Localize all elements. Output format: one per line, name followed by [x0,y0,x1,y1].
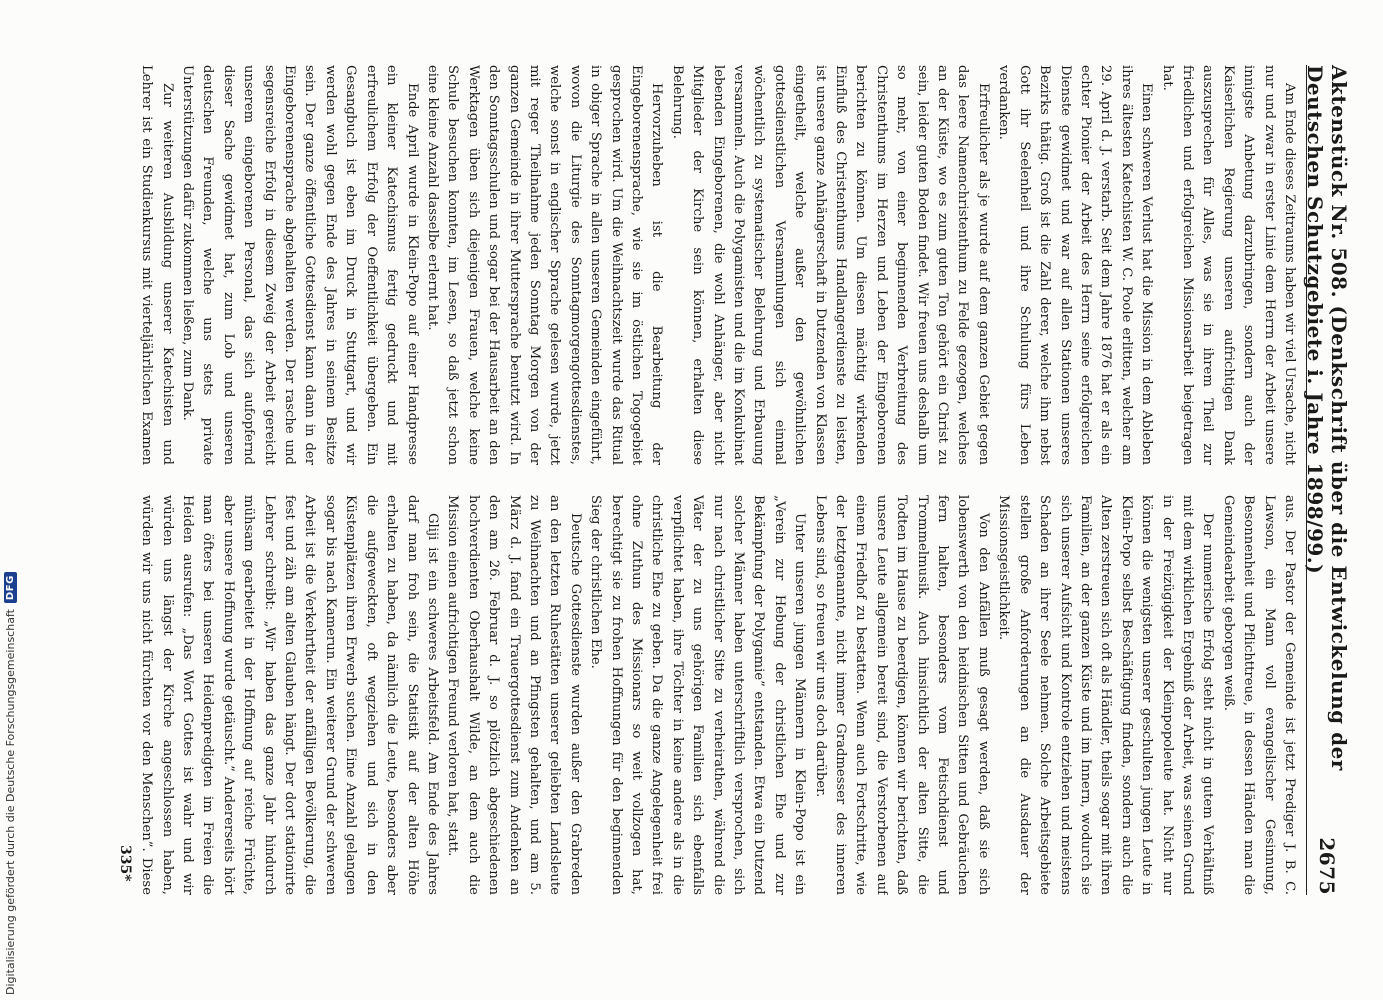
right-text-column [139,495,1299,895]
header-title: Aktenstück Nr. 508. (Denkschrift über die Entwickelung der Deutschen Schutzgebiete i. Jahre 1898/99.) [1303,65,1351,771]
paragraph: Gliji ist ein schweres Arbeitsfeld. Am Ende des Jahres darf man froh sein, die Statistik auf der alten Höhe erhalten zu haben, da nämlich die Leute, besonders aber die aufgeweckten, oft wegziehen und sich in den Küstenplätzen ihren Erwerb suchen. Eine Anzahl gelangen sogar bis nach Kamerun. Ein weiterer Grund der schweren Arbeit ist die Verkehrtheit der anfälligen Bevölkerung, die fest und zäh am alten Glauben hängt. Der dort stationirte Lehrer schreibt: „Wir haben das ganze Jahr hindurch mühsam gearbeitet in der Hoffnung auf reiche Früchte, aber unsere Hoffnung wurde getäuscht.” Andererseits hört man öfters bei unseren Heidenpredigten im Freien die Heiden ausrufen: „Das Wort Gottes ist wahr und wir würden uns längst der Kirche angeschlossen haben, würden wir uns nicht fürchten vor den Menschen”. Diese [139,495,440,895]
paragraph: Einen schweren Verlust hat die Mission in dem Ableben ihres ältesten Katechisten W. C. Poole erlitten, welcher am 29. April d. J. verstarb. Seit dem Jahre 1876 hat er als ein echter Pionier der Arbeit des Herrn seine erfolgreichen Dienste gewidmet und war auf allen Stationen unseres Bezirks thätig. Groß ist die Zahl derer, welche ihm nebst Gott ihr Seelenheil und ihre Schulung fürs Leben verdanken. [996,65,1155,465]
page-number: 2675 [1315,837,1339,895]
paragraph: Am Ende dieses Zeitraums haben wir viel Ursache, nicht nur und zwar in erster Linie dem Herrn der Arbeit unsere innigste Anbetung darzubringen, sondern auch der Kaiserlichen Regierung unseren aufrichtigen Dank auszusprechen für Alles, was sie in ihrem Theil zur friedlichen und erfolgreichen Missionsarbeit beigetragen hat. [1159,65,1297,465]
paragraph: Deutsche Gottesdienste wurden außer den Grabreden an den letzten Ruhestätten unserer geliebten Landsleute zu Weihnachten und an Pfingsten gehalten, und am 5. März d. J. fand ein Trauergottesdienst zum Andenken an den am 26. Februar d. J. so plötzlich abgeschiedenen hochverdienten Oberhaushalt Wilde, an dem auch die Mission einen aufrichtigen Freund verloren hat, statt. [445,495,583,895]
paragraph: Der numerische Erfolg steht nicht in gutem Verhältniß mit dem wirklichen Ergebniß der Arbeit, was seinen Grund in der Freizügigkeit der Kleinpopoleute hat. Nicht nur können die wenigsten unserer geschulten jungen Leute in Klein-Popo selbst Beschäftigung finden, sondern auch die Alten zerstreuen sich oft als Händler, theils sogar mit ihren Familien, an der ganzen Küste und im Innern, wodurch sie sich unserer Aufsicht und Kontrole entziehen und meistens Schaden an ihrer Seele nehmen. Solche Arbeitsgebiete stellen große Anforderungen an die Ausdauer der Missionsgeistlichkeit. [996,495,1216,895]
paragraph: Von den Anfällen muß gesagt werden, daß sie sich lobenswerth von den heidnischen Sitten und Gebräuchen fern halten, besonders vom Fetischdienst und Trommelmusik. Auch hinsichtlich der alten Sitte, die Todten im Hause zu beerdigen, können wir berichten, daß unsere Leute allgemein bereit sind, die Verstorbenen auf einem Friedhof zu bestatten. Wenn auch Fortschritte, wie der letztgenannte, nicht immer Gradmesser des inneren Lebens sind, so freuen wir uns doch darüber. [812,495,991,895]
paragraph: Unter unseren jungen Männern in Klein-Popo ist ein „Verein zur Hebung der christlichen Ehe und zur Bekämpfung der Polygamie” entstanden. Etwa ein Dutzend solcher Männer haben unterschriftlich versprochen, sich nur nach christlicher Sitte zu verheirathen, während die Väter der zu uns gehörigen Familien sich ebenfalls verpflichtet haben, ihre Töchter in keine andere als in die christliche Ehe zu geben. Da die ganze Angelegenheit frei ohne Zuthun des Missionars so weit vollzogen hat, berechtigt sie zu frohen Hoffnungen für den beginnenden Sieg der christlichen Ehe. [588,495,808,895]
rotated-text-block [105,65,1351,895]
paragraph: aus. Der Pastor der Gemeinde ist jetzt Prediger J. B. C. Lawson, ein Mann voll evangelischer Gesinnung, Besonnenheit und Pflichttreue, in dessen Händen man die Gemeindearbeit geborgen weiß. [1220,495,1297,895]
paragraph: Hervorzuheben ist die Bearbeitung der Eingeborenensprache, wie sie im östlichen Togogebiet gesprochen wird. Um die Weihnachtszeit wurde das Ritual in obiger Sprache in allen unseren Gemeinden eingeführt, wovon die Liturgie des Sonntagmorgengottesdienstes, welche sonst in englischer Sprache gelesen wurde, jetzt mit reger Theilnahme jeden Sonntag Morgen von der ganzen Gemeinde in ihrer Muttersprache benutzt wird. In den Sonntagsschulen und sogar bei der Hausarbeit an den Werktagen üben sich diejenigen Frauen, welche keine Schule besuchen konnten, im Lesen, so daß jetzt schon eine kleine Anzahl dasselbe erlernt hat. [424,65,665,465]
page-header [1303,65,1351,895]
paragraph: Zur weiteren Ausbildung unserer Katechisten und Lehrer ist ein Studienkursus mit vierteljährlichen Examen [139,65,175,465]
signature-mark: 335* [117,845,133,882]
paragraph: Erfreulicher als je wurde auf dem ganzen Gebiet gegen das leere Namenchristenthum zu Felde gezogen, welches an der Küste, wo es zum guten Ton gehört ein Christ zu sein, leider guten Boden findet. Wir freuen uns deshalb um so mehr, von einer beginnenden Verbreitung des Christenthums im Herzen und Leben der Eingeborenen berichten zu können. Um diesen mächtig wirkenden Einfluß des Christenthums Handlangerdienste zu leisten, ist unsere ganze Anhängerschaft in Dutzenden von Klassen eingetheilt, welche außer den gewöhnlichen gottesdienstlichen Versammlungen sich einmal wöchentlich zu systematischer Belehrung und Erbauung versammeln. Auch die Polygamisten und die im Konkubinat lebenden Eingeborenen, die wohl Anhänger, aber nicht Mitglieder der Kirche sein können, erhalten diese Belehrung. [669,65,991,465]
dfg-logo: DFG [4,572,17,603]
paragraph: Ende April wurde in Klein-Popo auf einer Handpresse ein kleiner Katechismus fertig gedruckt und mit erfreulichem Erfolg der Oeffentlichkeit übergeben. Ein Gesangbuch ist eben im Druck in Stuttgart, und wir werden wohl gegen Ende des Jahres in seinem Besitze sein. Der ganze öffentliche Gottesdienst kann dann in der Eingeborenensprache abgehalten werden. Der rasche und segensreiche Erfolg in diesem Zweig der Arbeit gereicht unserem eingeborenen Personal, das sich aufopfernd dieser Sache gewidmet hat, zum Lob und unseren deutschen Freunden, welche uns stets private Unterstützungen dafür zukommen ließen, zum Dank. [180,65,420,465]
header-rule [1306,65,1307,895]
left-text-column [139,65,1299,465]
digitization-text: Digitalisierung gefördert durch die Deutsche Forschungsgemeinschaft [4,609,17,995]
digitization-note [4,572,17,995]
